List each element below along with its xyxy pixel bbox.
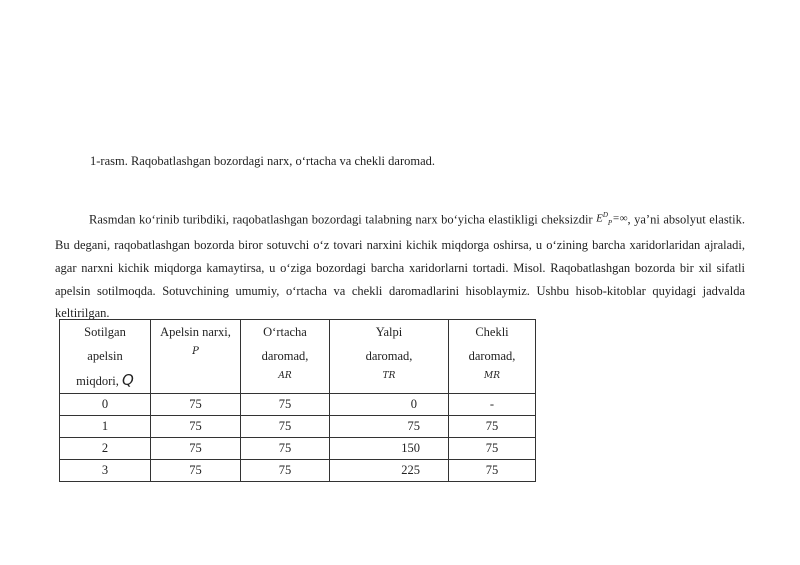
- header-symbol: Q: [122, 371, 134, 389]
- header-text: Chekli: [475, 325, 509, 339]
- cell-price: 75: [151, 394, 241, 416]
- cell-mr: 75: [449, 460, 536, 482]
- formula-base: E: [596, 212, 603, 225]
- elasticity-formula: [596, 204, 627, 234]
- cell-quantity: 2: [60, 438, 151, 460]
- cell-tr: 0: [330, 394, 449, 416]
- header-symbol: MR: [484, 371, 500, 381]
- table-header-row: [60, 320, 536, 394]
- table-row: [60, 416, 536, 438]
- formula-sub: P: [607, 218, 613, 227]
- cell-mr: -: [449, 394, 536, 416]
- header-text: Sotilgan: [84, 325, 126, 339]
- cell-tr: 150: [330, 438, 449, 460]
- cell-ar: 75: [241, 438, 330, 460]
- header-average-revenue: [241, 320, 330, 394]
- header-text: apelsin: [87, 349, 123, 363]
- cell-price: 75: [151, 416, 241, 438]
- paragraph-text-before: Rasmdan ko‘rinib turibdiki, raqobatlashgan bozordagi talabning narx bo‘yicha elastikligi cheksizdir: [89, 212, 593, 227]
- header-symbol: AR: [278, 371, 292, 381]
- header-text: daromad,: [261, 349, 309, 363]
- cell-quantity: 1: [60, 416, 151, 438]
- header-text: Apelsin narxi,: [160, 325, 231, 339]
- header-text: miqdori,: [76, 374, 119, 388]
- header-symbol: P: [192, 346, 199, 357]
- revenue-table: [59, 319, 536, 482]
- header-text: daromad,: [468, 349, 516, 363]
- cell-price: 75: [151, 460, 241, 482]
- header-price: [151, 320, 241, 394]
- cell-tr: 225: [330, 460, 449, 482]
- header-total-revenue: [330, 320, 449, 394]
- table-row: [60, 394, 536, 416]
- cell-ar: 75: [241, 416, 330, 438]
- header-quantity: [60, 320, 151, 394]
- cell-mr: 75: [449, 416, 536, 438]
- cell-tr: 75: [330, 416, 449, 438]
- cell-quantity: 3: [60, 460, 151, 482]
- header-symbol: TR: [382, 371, 396, 381]
- cell-mr: 75: [449, 438, 536, 460]
- header-text: Yalpi: [375, 325, 403, 339]
- formula-sup: D: [602, 211, 608, 219]
- cell-ar: 75: [241, 394, 330, 416]
- table-row: [60, 460, 536, 482]
- paragraph-text-after: , ya’ni absolyut elastik. Bu degani, raqobatlashgan bozorda biror sotuvchi o‘z tovari narxini kichik miqdorga oshirsa, u o‘zining barcha xaridorlaridan ajraladi, agar narxni kichik miqdorga kamaytirsa, u o‘ziga bozordagi barcha xaridorlarni tortadi. Misol. Raqobatlashgan bozorda bir xil sifatli apelsin sotilmoqda. Sotuvchining umumiy, o‘rtacha va chekli daromadlarini hisoblaymiz. Ushbu hisob-kitoblar quyidagi jadvalda keltirilgan.: [55, 212, 746, 321]
- body-paragraph: [55, 204, 745, 325]
- header-marginal-revenue: [449, 320, 536, 394]
- cell-quantity: 0: [60, 394, 151, 416]
- header-text: O‘rtacha: [263, 325, 307, 339]
- formula-rest: =∞: [612, 212, 628, 225]
- cell-ar: 75: [241, 460, 330, 482]
- header-text: daromad,: [365, 349, 413, 363]
- table-row: [60, 438, 536, 460]
- figure-caption: 1-rasm. Raqobatlashgan bozordagi narx, o‘rtacha va chekli daromad.: [90, 154, 436, 168]
- cell-price: 75: [151, 438, 241, 460]
